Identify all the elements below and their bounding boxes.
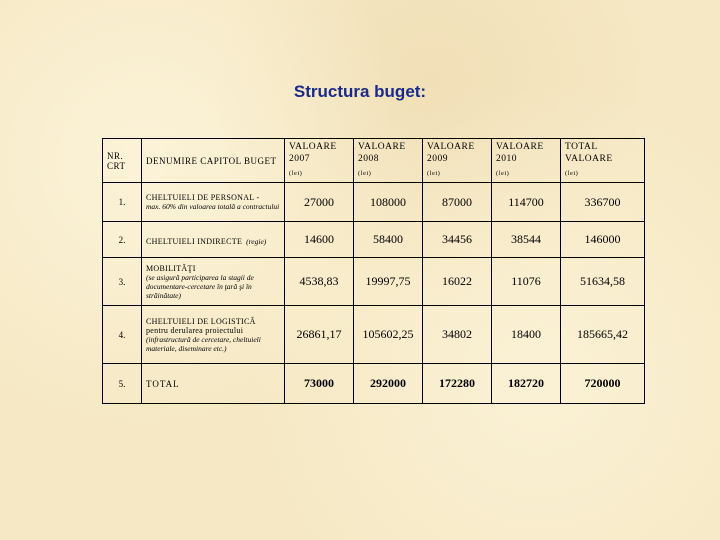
- row-nr: 5.: [103, 364, 142, 404]
- cell-2010: 11076: [492, 258, 561, 306]
- header-capitol: DENUMIRE CAPITOL BUGET: [142, 139, 285, 183]
- cell-2009: 34456: [423, 222, 492, 258]
- unit-label: (lei): [289, 170, 303, 177]
- cell-2009: 34802: [423, 306, 492, 364]
- cell-2008: 105602,25: [354, 306, 423, 364]
- cell-2007: 26861,17: [285, 306, 354, 364]
- table-row: [103, 222, 645, 258]
- cell-total: 146000: [561, 222, 645, 258]
- unit-label: (lei): [565, 170, 579, 177]
- row-nr: 1.: [103, 183, 142, 222]
- row-nr: 3.: [103, 258, 142, 306]
- cell-2010: 18400: [492, 306, 561, 364]
- header-2008: VALOARE 2008 (lei): [354, 139, 423, 183]
- cell-2009: 16022: [423, 258, 492, 306]
- table-row: [103, 258, 645, 306]
- unit-label: (lei): [427, 170, 441, 177]
- total-label: TOTAL: [142, 364, 285, 404]
- row-capitol: MOBILITĂŢI (se asigură participarea la stagii de documentare-cercetare în ţară şi în străinătate): [142, 258, 285, 306]
- row-nr: 2.: [103, 222, 142, 258]
- total-2009: 172280: [423, 364, 492, 404]
- header-2010: VALOARE 2010 (lei): [492, 139, 561, 183]
- total-2007: 73000: [285, 364, 354, 404]
- total-2008: 292000: [354, 364, 423, 404]
- unit-label: (lei): [358, 170, 372, 177]
- header-2007: VALOARE 2007 (lei): [285, 139, 354, 183]
- cell-2008: 19997,75: [354, 258, 423, 306]
- cell-2009: 87000: [423, 183, 492, 222]
- cell-total: 51634,58: [561, 258, 645, 306]
- unit-label: (lei): [496, 170, 510, 177]
- page-title: Structura buget:: [293, 82, 427, 101]
- header-nr: NR. CRT: [103, 139, 142, 183]
- row-capitol: CHELTUIELI DE LOGISTICĂ pentru derularea proiectului (infrastructură de cercetare, cheltuieli materiale, diseminare etc.): [142, 306, 285, 364]
- header-2009: VALOARE 2009 (lei): [423, 139, 492, 183]
- cell-2010: 38544: [492, 222, 561, 258]
- total-grand: 720000: [561, 364, 645, 404]
- row-capitol: CHELTUIELI INDIRECTE (regie): [142, 222, 285, 258]
- table-header-row: [103, 139, 645, 183]
- cell-2007: 27000: [285, 183, 354, 222]
- cell-2008: 108000: [354, 183, 423, 222]
- cell-2007: 4538,83: [285, 258, 354, 306]
- budget-table: [102, 138, 645, 404]
- header-total: TOTAL VALOARE (lei): [561, 139, 645, 183]
- cell-2008: 58400: [354, 222, 423, 258]
- cell-total: 336700: [561, 183, 645, 222]
- cell-2010: 114700: [492, 183, 561, 222]
- total-2010: 182720: [492, 364, 561, 404]
- row-capitol: CHELTUIELI DE PERSONAL - max. 60% din valoarea totală a contractului: [142, 183, 285, 222]
- table-row: [103, 183, 645, 222]
- table-row: [103, 306, 645, 364]
- cell-total: 185665,42: [561, 306, 645, 364]
- row-nr: 4.: [103, 306, 142, 364]
- total-row: [103, 364, 645, 404]
- cell-2007: 14600: [285, 222, 354, 258]
